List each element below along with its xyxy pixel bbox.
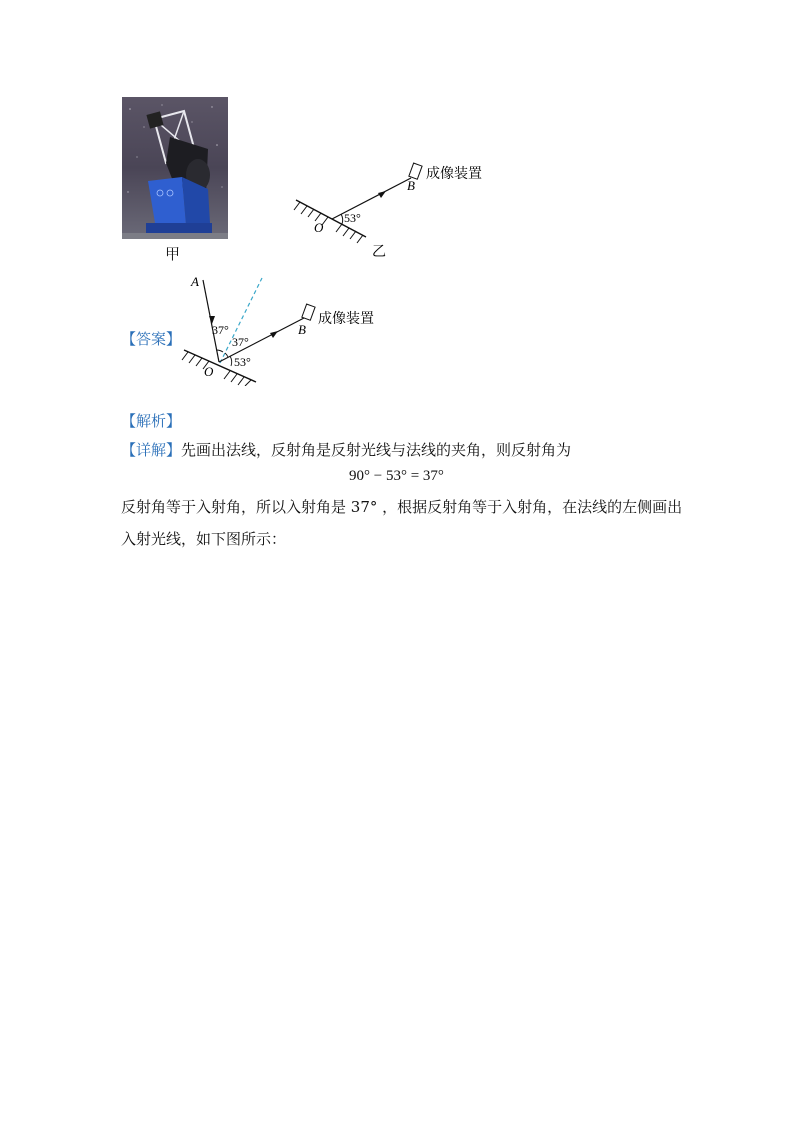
- figure-jia-caption: 甲: [165, 245, 181, 263]
- surface-angle-label: 53°: [234, 355, 251, 369]
- device-label: 成像装置: [426, 167, 482, 182]
- reflected-arrow: [270, 331, 278, 338]
- point-b-label: B: [298, 322, 306, 337]
- detail-tag: 【详解】: [121, 441, 182, 459]
- imaging-device-box: [302, 304, 315, 320]
- answer-tag: 【答案】: [121, 330, 182, 348]
- reflection-angle-label: 37°: [232, 335, 249, 349]
- analysis-text-1: 先画出法线，反射角是反射光线与法线的夹角，则反射角为: [181, 441, 572, 459]
- analysis-line-3: 入射光线，如下图所示：: [121, 530, 287, 548]
- point-b-label: B: [407, 178, 415, 193]
- point-o-label: O: [204, 364, 214, 379]
- telescope-illustration: [122, 97, 228, 239]
- angle-label: 53°: [344, 211, 361, 225]
- reflection-arc: [225, 353, 228, 357]
- point-a-label: A: [191, 274, 199, 289]
- figure-yi-diagram: [286, 150, 506, 260]
- angle-arc: [341, 214, 343, 224]
- ray-arrow: [378, 191, 386, 198]
- analysis-line-2: 反射角等于入射角，所以入射角是 37° ，根据反射角等于入射角，在法线的左侧画出: [121, 498, 683, 516]
- answer-diagram: [176, 268, 406, 386]
- device-label: 成像装置: [318, 312, 374, 327]
- imaging-device-box: [409, 163, 422, 179]
- analysis-tag: 【解析】: [121, 412, 182, 430]
- analysis-line-1: [121, 440, 571, 460]
- figure-yi-caption: 乙: [372, 245, 386, 260]
- surface-arc: [230, 356, 232, 366]
- incidence-angle-label: 37°: [212, 323, 229, 337]
- point-o-label: O: [314, 220, 324, 235]
- telescope-photo: [122, 97, 228, 239]
- equation: 90° − 53° = 37°: [349, 468, 444, 484]
